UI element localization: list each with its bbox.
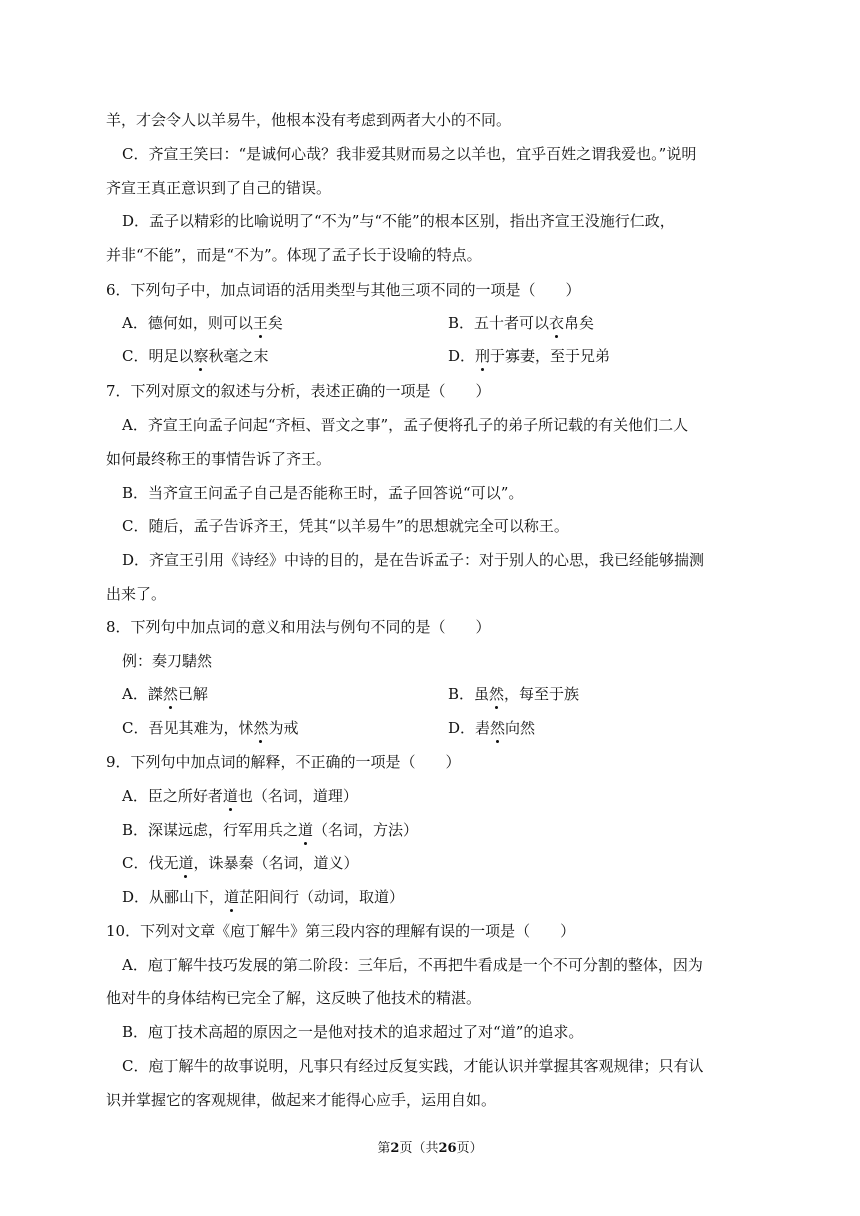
option-c-q9: C．伐无道，诛暴秦（名词，道义） [122, 854, 359, 872]
option-c-q8: C．吾见其难为，怵然为戒 [122, 719, 299, 737]
option-b-q8: B．虽然，每至于族 [448, 685, 580, 703]
option-d-q5: D．孟子以精彩的比喻说明了“不为”与“不能”的根本区别，指出齐宣王没施行仁政， [122, 212, 675, 230]
emphasis-dot-word: 道 [224, 888, 240, 906]
page-number: 2 [390, 1141, 400, 1156]
text-line: 识并掌握它的客观规律，做起来才能得心应手，运用自如。 [106, 1091, 497, 1109]
emphasis-dot-word: 然 [162, 685, 178, 703]
option-b-q7: B．当齐宣王问孟子自己是否能称王时，孟子回答说“可以”。 [122, 484, 524, 502]
text-line: 齐宣王真正意识到了自己的错误。 [106, 179, 332, 197]
option-a-q6: A．德何如，则可以王矣 [122, 314, 283, 332]
option-c-q7: C．随后，孟子告诉齐王，凭其“以羊易牛”的思想就完全可以称王。 [122, 517, 569, 535]
option-b-q9: B．深谋远虑，行军用兵之道（名词，方法） [122, 821, 419, 839]
option-b-q10: B．庖丁技术高超的原因之一是他对技术的追求超过了对“道”的追求。 [122, 1023, 584, 1041]
emphasis-dot-word: 衣 [549, 314, 565, 332]
text-line: 他对牛的身体结构已完全了解，这反映了他技术的精湛。 [106, 989, 482, 1007]
emphasis-dot-word: 道 [298, 821, 314, 839]
option-d-q9: D．从郦山下，道芷阳间行（动词，取道） [122, 888, 405, 906]
option-d-q7: D．齐宣王引用《诗经》中诗的目的，是在告诉孟子：对于别人的心思，我已经能够揣测 [122, 551, 705, 569]
option-a-q10: A．庖丁解牛技巧发展的第二阶段：三年后，不再把牛看成是一个不可分割的整体，因为 [122, 956, 703, 974]
emphasis-dot-word: 然 [489, 685, 505, 703]
option-a-q8: A．謋然已解 [122, 685, 208, 703]
page-total: 26 [438, 1141, 457, 1156]
question-8: 8．下列句中加点词的意义和用法与例句不同的是（ ） [106, 618, 491, 636]
question-7: 7．下列对原文的叙述与分析，表述正确的一项是（ ） [106, 382, 491, 400]
emphasis-dot-word: 然 [253, 719, 269, 737]
option-d-q8: D．砉然向然 [448, 719, 536, 737]
question-10: 10．下列对文章《庖丁解牛》第三段内容的理解有误的一项是（ ） [106, 922, 576, 940]
emphasis-dot-word: 王 [252, 314, 268, 332]
question-6: 6．下列句子中，加点词语的活用类型与其他三项不同的一项是（ ） [106, 281, 581, 299]
emphasis-dot-word: 察 [193, 347, 209, 365]
example-q8: 例：奏刀騞然 [122, 652, 213, 670]
option-c-q10: C．庖丁解牛的故事说明，凡事只有经过反复实践，才能认识并掌握其客观规律；只有认 [122, 1057, 704, 1075]
option-c-q6: C．明足以察秋毫之末 [122, 347, 269, 365]
text-line: 出来了。 [106, 585, 167, 603]
text-line: 并非“不能”，而是“不为”。体现了孟子长于设喻的特点。 [106, 246, 482, 264]
text-line: 如何最终称王的事情告诉了齐王。 [106, 450, 332, 468]
emphasis-dot-word: 道 [178, 854, 194, 872]
emphasis-dot-word: 道 [222, 787, 238, 805]
emphasis-dot-word: 然 [490, 719, 506, 737]
question-9: 9．下列句中加点词的解释，不正确的一项是（ ） [106, 753, 461, 771]
text-line: 羊，才会令人以羊易牛，他根本没有考虑到两者大小的不同。 [106, 111, 512, 129]
option-c-q5: C．齐宣王笑曰：“是诚何心哉？我非爱其财而易之以羊也，宜乎百姓之谓我爱也。”说明 [122, 145, 697, 163]
option-a-q7: A．齐宣王向孟子问起“齐桓、晋文之事”，孟子便将孔子的弟子所记载的有关他们二人 [122, 416, 689, 434]
option-b-q6: B．五十者可以衣帛矣 [448, 314, 595, 332]
page-footer: 第2页（共26页） [377, 1141, 483, 1156]
option-a-q9: A．臣之所好者道也（名词，道理） [122, 787, 358, 805]
option-d-q6: D．刑于寡妻，至于兄弟 [448, 347, 611, 365]
emphasis-dot-word: 刑 [475, 347, 491, 365]
